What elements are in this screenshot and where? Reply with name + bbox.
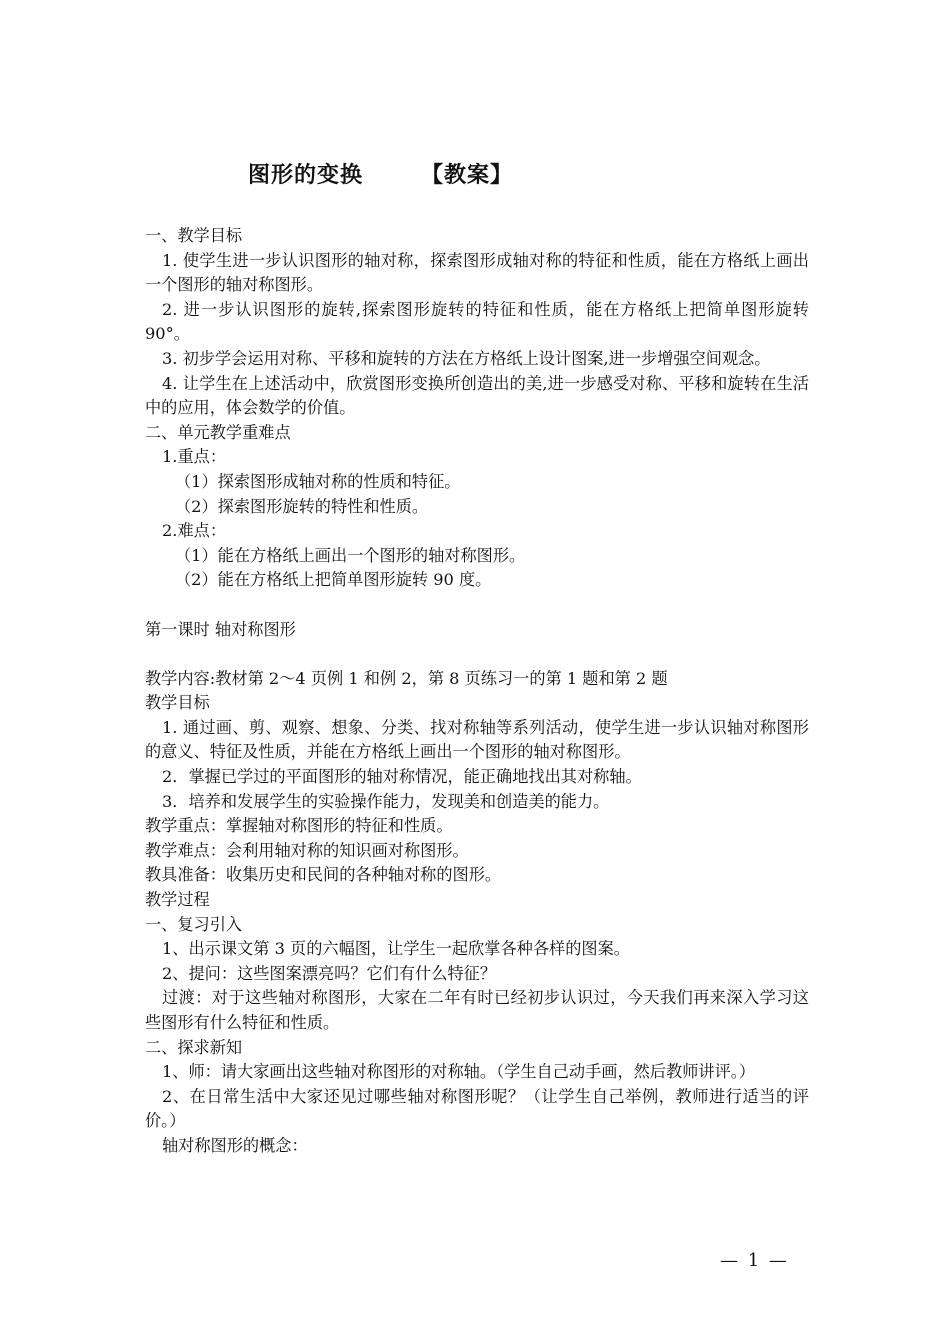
lesson-key-point: 教学重点：掌握轴对称图形的特征和性质。 [145, 816, 453, 836]
explore-item-3: 轴对称图形的概念： [162, 1135, 308, 1155]
title-main: 图形的变换 [248, 163, 364, 188]
key-item-2: （2）探索图形旋转的特性和性质。 [175, 496, 429, 516]
review-item-1: 1、出示课文第 3 页的六幅图，让学生一起欣掌各种各样的图案。 [162, 939, 630, 959]
lesson-difficult-point: 教学难点：会利用轴对称的知识画对称图形。 [145, 840, 469, 860]
review-item-2: 2、提问：这些图案漂亮吗？它们有什么特征？ [162, 963, 497, 983]
explore-item-1: 1、师：请大家画出这些轴对称图形的对称轴。（学生自己动手画，然后教师讲评。） [162, 1062, 756, 1082]
review-item-3: 过渡：对于这些轴对称图形，大家在二年有时已经初步认识过，今天我们再来深入学习这些图形有什么特征和性质。 [145, 988, 809, 1032]
lesson-goal-3: 3．培养和发展学生的实验操作能力，发现美和创造美的能力。 [162, 791, 610, 811]
key-item-1: （1）探索图形成轴对称的性质和特征。 [175, 471, 461, 491]
lesson-goal-1: 1. 通过画、剪、观察、想象、分类、找对称轴等系列活动，使学生进一步认识轴对称图形的意义、特征及性质，并能在方格纸上画出一个图形的轴对称图形。 [145, 717, 809, 762]
explore-heading: 二、探求新知 [145, 1037, 243, 1057]
process-heading: 教学过程 [145, 890, 210, 910]
document-title [248, 158, 513, 189]
lesson-content: 教学内容:教材第 2～4 页例 1 和例 2，第 8 页练习一的第 1 题和第 2 题 [145, 668, 668, 688]
difficult-item-1: （1）能在方格纸上画出一个图形的轴对称图形。 [175, 545, 526, 565]
title-tag: 【教案】 [421, 163, 514, 188]
key-label: 1.重点： [162, 447, 227, 467]
goal-item-2: 2. 进一步认识图形的旋转,探索图形旋转的特征和性质，能在方格纸上把简单图形旋转 90°。 [145, 299, 809, 344]
explore-item-2: 2、在日常生活中大家还见过哪些轴对称图形呢？（让学生自己举例，教师进行适当的评价。） [145, 1086, 809, 1131]
lesson-prep: 教具准备：收集历史和民间的各种轴对称的图形。 [145, 865, 502, 885]
review-heading: 一、复习引入 [145, 914, 243, 934]
lesson-title: 第一课时 轴对称图形 [145, 619, 296, 639]
goal-item-4: 4. 让学生在上述活动中，欣赏图形变换所创造出的美,进一步感受对称、平移和旋转在生活中的应用，体会数学的价值。 [145, 373, 809, 418]
difficult-label: 2.难点： [162, 521, 227, 541]
goal-item-3: 3. 初步学会运用对称、平移和旋转的方法在方格纸上设计图案,进一步增强空间观念。 [162, 348, 771, 368]
section1-heading: 一、教学目标 [145, 226, 243, 245]
document-body [145, 224, 809, 1159]
section2-heading: 二、单元教学重难点 [145, 422, 291, 442]
difficult-item-2: （2）能在方格纸上把简单图形旋转 90 度。 [175, 570, 492, 590]
lesson-goal-2: 2．掌握已学过的平面图形的轴对称情况，能正确地找出其对称轴。 [162, 767, 642, 787]
page-number: — 1 — [720, 1250, 789, 1271]
goal-item-1: 1. 使学生进一步认识图形的轴对称，探索图形成轴对称的特征和性质，能在方格纸上画出一个图形的轴对称图形。 [145, 250, 809, 295]
lesson-goals-heading: 教学目标 [145, 693, 210, 713]
